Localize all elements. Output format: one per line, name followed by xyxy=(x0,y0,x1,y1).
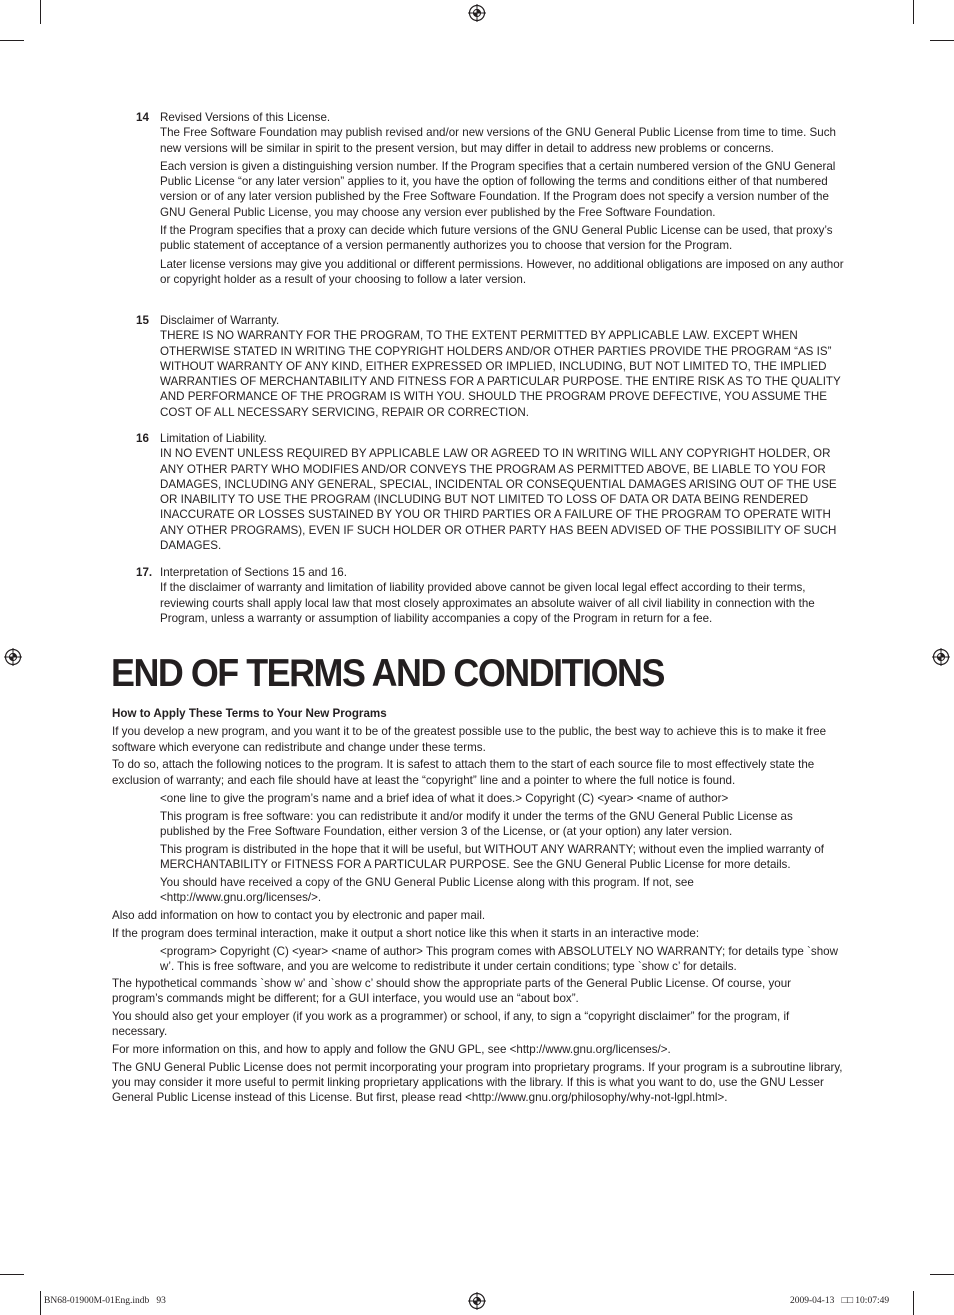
section-number: 16 xyxy=(136,432,149,445)
apply-paragraph: If you develop a new program, and you want it to be of the greatest possible use to the public, the best way to achieve this is to make it free software which everyone can redistribute and change under these terms. xyxy=(112,725,827,754)
section-title: Revised Versions of this License. xyxy=(160,111,331,124)
crop-mark xyxy=(40,1291,41,1315)
notice-text: You should have received a copy of the GNU General Public License along with this program. If not, see <http://www.gnu.org/licenses/>. xyxy=(160,875,694,905)
apply-paragraph: You should also get your employer (if you work as a programmer) or school, if any, to sign a “copyright disclaimer” for the program, if necessary. xyxy=(112,1009,790,1038)
crop-mark xyxy=(40,0,41,24)
registration-target-icon xyxy=(468,1292,486,1310)
section-paragraph: If the disclaimer of warranty and limitation of liability provided above cannot be given local legal effect according to their terms, reviewing courts shall apply local law that most closely approximates an absolute waiver of all civil liability in connection with the Program, unless a warranty or assumption of liability accompanies a copy of the Program in return for a fee. xyxy=(160,581,815,625)
section-number: 15 xyxy=(136,314,149,327)
section-paragraph: Each version is given a distinguishing version number. If the Program specifies that a certain numbered version of the GNU General Public License “or any later version” applies to it, you have the option of following the terms and conditions either of that numbered version or of any later version published by the Free Software Foundation. If the Program does not specify a version number of the GNU General Public License, you may choose any version ever published by the Free Software Foundation. xyxy=(160,159,836,219)
registration-target-icon xyxy=(932,648,950,666)
apply-paragraph: If the program does terminal interaction, make it output a short notice like this when it starts in an interactive mode: xyxy=(112,927,700,941)
crop-mark xyxy=(0,1274,24,1275)
section-paragraph: Later license versions may give you additional or different permissions. However, no additional obligations are imposed on any author or copyright holder as a result of your choosing to follow a later version. xyxy=(160,257,844,286)
notice-text: This program is free software: you can redistribute it and/or modify it under the terms of the GNU General Public License as published by the Free Software Foundation, either version 3 of the License, or (at your option) any later version. xyxy=(160,809,793,838)
registration-target-icon xyxy=(4,648,22,666)
crop-mark xyxy=(0,40,24,41)
notice-text: <program> Copyright (C) <year> <name of author> This program comes with ABSOLUTELY NO WARRANTY; for details type `show w’. This is free software, and you are welcome to redistribute it under certain conditions; type `show c’ for details. xyxy=(160,944,838,974)
apply-paragraph: The hypothetical commands `show w’ and `show c’ should show the appropriate parts of the General Public License. Of course, your program’s commands might be different; for a GUI interface, you would use an “about box”. xyxy=(112,976,792,1005)
crop-mark xyxy=(930,40,954,41)
section-paragraph: THERE IS NO WARRANTY FOR THE PROGRAM, TO THE EXTENT PERMITTED BY APPLICABLE LAW. EXCEPT WHEN OTHERWISE STATED IN WRITING THE COPYRIGHT HOLDERS AND/OR OTHER PARTIES PROVIDE THE PROGRAM “AS IS” WITHOUT WARRANTY OF ANY KIND, EITHER EXPRESSED OR IMPLIED, INCLUDING, BUT NOT LIMITED TO, THE IMPLIED WARRANTIES OF MERCHANTABILITY AND FITNESS FOR A PARTICULAR PURPOSE. THE ENTIRE RISK AS TO THE QUALITY AND PERFORMANCE OF THE PROGRAM IS WITH YOU. SHOULD THE PROGRAM PROVE DEFECTIVE, YOU ASSUME THE COST OF ALL NECESSARY SERVICING, REPAIR OR CORRECTION. xyxy=(160,329,841,419)
how-to-apply-heading: How to Apply These Terms to Your New Programs xyxy=(112,707,387,720)
section-title: Limitation of Liability. xyxy=(160,432,267,445)
end-of-terms-heading: END OF TERMS AND CONDITIONS xyxy=(111,652,664,695)
how-to-apply-section xyxy=(112,706,844,1106)
section-title: Disclaimer of Warranty. xyxy=(160,314,280,327)
section-17 xyxy=(136,565,844,626)
crop-mark xyxy=(913,0,914,24)
section-paragraph: The Free Software Foundation may publish revised and/or new versions of the GNU General Public License from time to time. Such new versions will be similar in spirit to the present version, but may differ in detail to address new problems or concerns. xyxy=(160,126,836,155)
crop-mark xyxy=(930,1274,954,1275)
apply-paragraph: For more information on this, and how to apply and follow the GNU GPL, see <http://www.gnu.org/licenses/>. xyxy=(112,1042,671,1056)
apply-paragraph: To do so, attach the following notices to the program. It is safest to attach them to the start of each source file to most effectively state the exclusion of warranty; and each file should have at least the “copyright” line and a pointer to where the full notice is found. xyxy=(112,758,815,787)
section-16 xyxy=(136,431,844,553)
section-14 xyxy=(136,110,844,287)
apply-paragraph: Also add information on how to contact you by electronic and paper mail. xyxy=(112,909,486,923)
print-file-label: BN68-01900M-01Eng.indb 93 xyxy=(44,1296,166,1306)
notice-text: <one line to give the program’s name and a brief idea of what it does.> Copyright (C) <year> <name of author> xyxy=(160,791,729,805)
apply-paragraph: The GNU General Public License does not permit incorporating your program into proprietary programs. If your program is a subroutine library, you may consider it more useful to permit linking proprietary applications with the library. If this is what you want to do, use the GNU Lesser General Public License instead of this License. But first, please read <http://www.gnu.org/philosophy/why-not-lgpl.html>. xyxy=(112,1060,843,1105)
section-number: 14 xyxy=(136,111,149,124)
section-paragraph: If the Program specifies that a proxy can decide which future versions of the GNU General Public License can be used, that proxy’s public statement of acceptance of a version permanently authorizes you to choose that version for the Program. xyxy=(160,224,833,253)
section-number: 17. xyxy=(136,566,153,579)
section-title: Interpretation of Sections 15 and 16. xyxy=(160,566,347,579)
section-15 xyxy=(136,313,844,420)
section-paragraph: IN NO EVENT UNLESS REQUIRED BY APPLICABLE LAW OR AGREED TO IN WRITING WILL ANY COPYRIGHT HOLDER, OR ANY OTHER PARTY WHO MODIFIES AND/OR CONVEYS THE PROGRAM AS PERMITTED ABOVE, BE LIABLE TO YOU FOR DAMAGES, INCLUDING ANY GENERAL, SPECIAL, INCIDENTAL OR CONSEQUENTIAL DAMAGES ARISING OUT OF THE USE OR INABILITY TO USE THE PROGRAM (INCLUDING BUT NOT LIMITED TO LOSS OF DATA OR DATA BEING RENDERED INACCURATE OR LOSSES SUSTAINED BY YOU OR THIRD PARTIES OR A FAILURE OF THE PROGRAM TO OPERATE WITH ANY OTHER PROGRAMS), EVEN IF SUCH HOLDER OR OTHER PARTY HAS BEEN ADVISED OF THE POSSIBILITY OF SUCH DAMAGES. xyxy=(160,447,837,553)
crop-mark xyxy=(913,1291,914,1315)
print-timestamp: 2009-04-13 □□ 10:07:49 xyxy=(790,1296,890,1306)
registration-target-icon xyxy=(468,4,486,22)
notice-text: This program is distributed in the hope that it will be useful, but WITHOUT ANY WARRANTY; without even the implied warranty of MERCHANTABILITY or FITNESS FOR A PARTICULAR PURPOSE. See the GNU General Public License for more details. xyxy=(160,842,825,872)
